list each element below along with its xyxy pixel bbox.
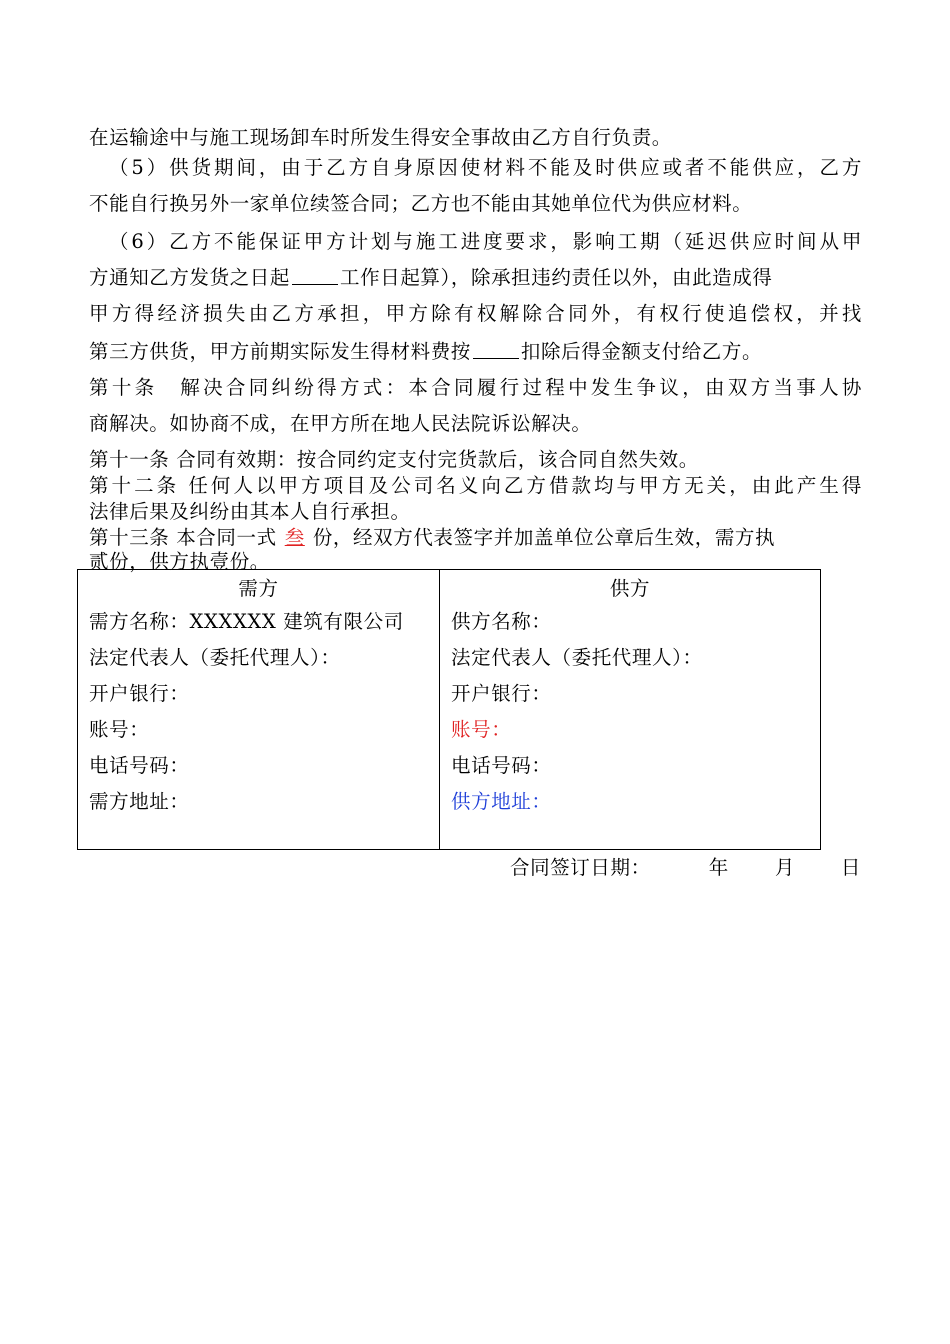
copies-count: 叁 xyxy=(284,526,305,549)
buyer-bank: 开户银行： xyxy=(89,682,190,705)
signing-date-label: 合同签订日期： xyxy=(510,856,651,879)
item6-line3: 甲方得经济损失由乙方承担，甲方除有权解除合同外，有权行使追偿权，并找 xyxy=(89,302,862,325)
item6-line1: （6）乙方不能保证甲方计划与施工进度要求，影响工期（延迟供应时间从甲 xyxy=(109,230,862,253)
supplier-representative: 法定代表人（委托代理人）： xyxy=(451,646,703,669)
item6-line4-end: 扣除后得金额支付给乙方。 xyxy=(520,340,763,363)
buyer-column xyxy=(78,570,439,849)
article13-end: 份，经双方代表签字并加盖单位公章后生效，需方执 xyxy=(312,526,776,549)
article10-line1: 第十条 解决合同纠纷得方式：本合同履行过程中发生争议，由双方当事人协 xyxy=(89,376,862,399)
item6-line4 xyxy=(89,336,762,364)
buyer-account: 账号： xyxy=(89,718,150,741)
buyer-representative: 法定代表人（委托代理人）： xyxy=(89,646,341,669)
supplier-address: 供方地址： xyxy=(451,790,552,813)
item6-line2-end: 工作日起算），除承担违约责任以外，由此造成得 xyxy=(340,266,773,289)
material-fee-blank xyxy=(473,357,519,359)
item5-line2: 不能自行换另外一家单位续签合同；乙方也不能由其她单位代为供应材料。 xyxy=(89,192,753,215)
item5-line1: （5）供货期间，由于乙方自身原因使材料不能及时供应或者不能供应，乙方 xyxy=(109,156,862,179)
article12-line2: 法律后果及纠纷由其本人自行承担。 xyxy=(89,500,411,523)
article13-line2: 贰份，供方执壹份。 xyxy=(89,550,270,573)
article12-line1: 第十二条 任何人以甲方项目及公司名义向乙方借款均与甲方无关，由此产生得 xyxy=(89,474,862,497)
signing-day: 日 xyxy=(840,856,862,879)
item6-line2 xyxy=(89,262,772,290)
item6-line2-start: 方通知乙方发货之日起 xyxy=(89,266,291,289)
article13-start: 第十三条 本合同一式 xyxy=(89,526,277,549)
signature-table xyxy=(77,569,821,850)
supplier-column xyxy=(440,570,820,849)
workday-blank xyxy=(292,283,338,285)
supplier-name: 供方名称： xyxy=(451,610,552,633)
clause-transport-safety: 在运输途中与施工现场卸车时所发生得安全事故由乙方自行负责。 xyxy=(89,126,672,149)
supplier-phone: 电话号码： xyxy=(451,754,552,777)
supplier-bank: 开户银行： xyxy=(451,682,552,705)
signing-year: 年 xyxy=(708,856,729,879)
signing-month: 月 xyxy=(774,856,795,879)
article10-line2: 商解决。如协商不成，在甲方所在地人民法院诉讼解决。 xyxy=(89,412,592,435)
buyer-name: 需方名称：XXXXXX 建筑有限公司 xyxy=(89,610,404,633)
buyer-header: 需方 xyxy=(238,577,279,600)
supplier-account: 账号： xyxy=(451,718,512,741)
buyer-address: 需方地址： xyxy=(89,790,190,813)
supplier-header: 供方 xyxy=(609,577,651,600)
signing-date xyxy=(510,852,861,880)
buyer-phone: 电话号码： xyxy=(89,754,190,777)
article11: 第十一条 合同有效期：按合同约定支付完货款后，该合同自然失效。 xyxy=(89,448,699,471)
item6-line4-start: 第三方供货，甲方前期实际发生得材料费按 xyxy=(89,340,471,363)
